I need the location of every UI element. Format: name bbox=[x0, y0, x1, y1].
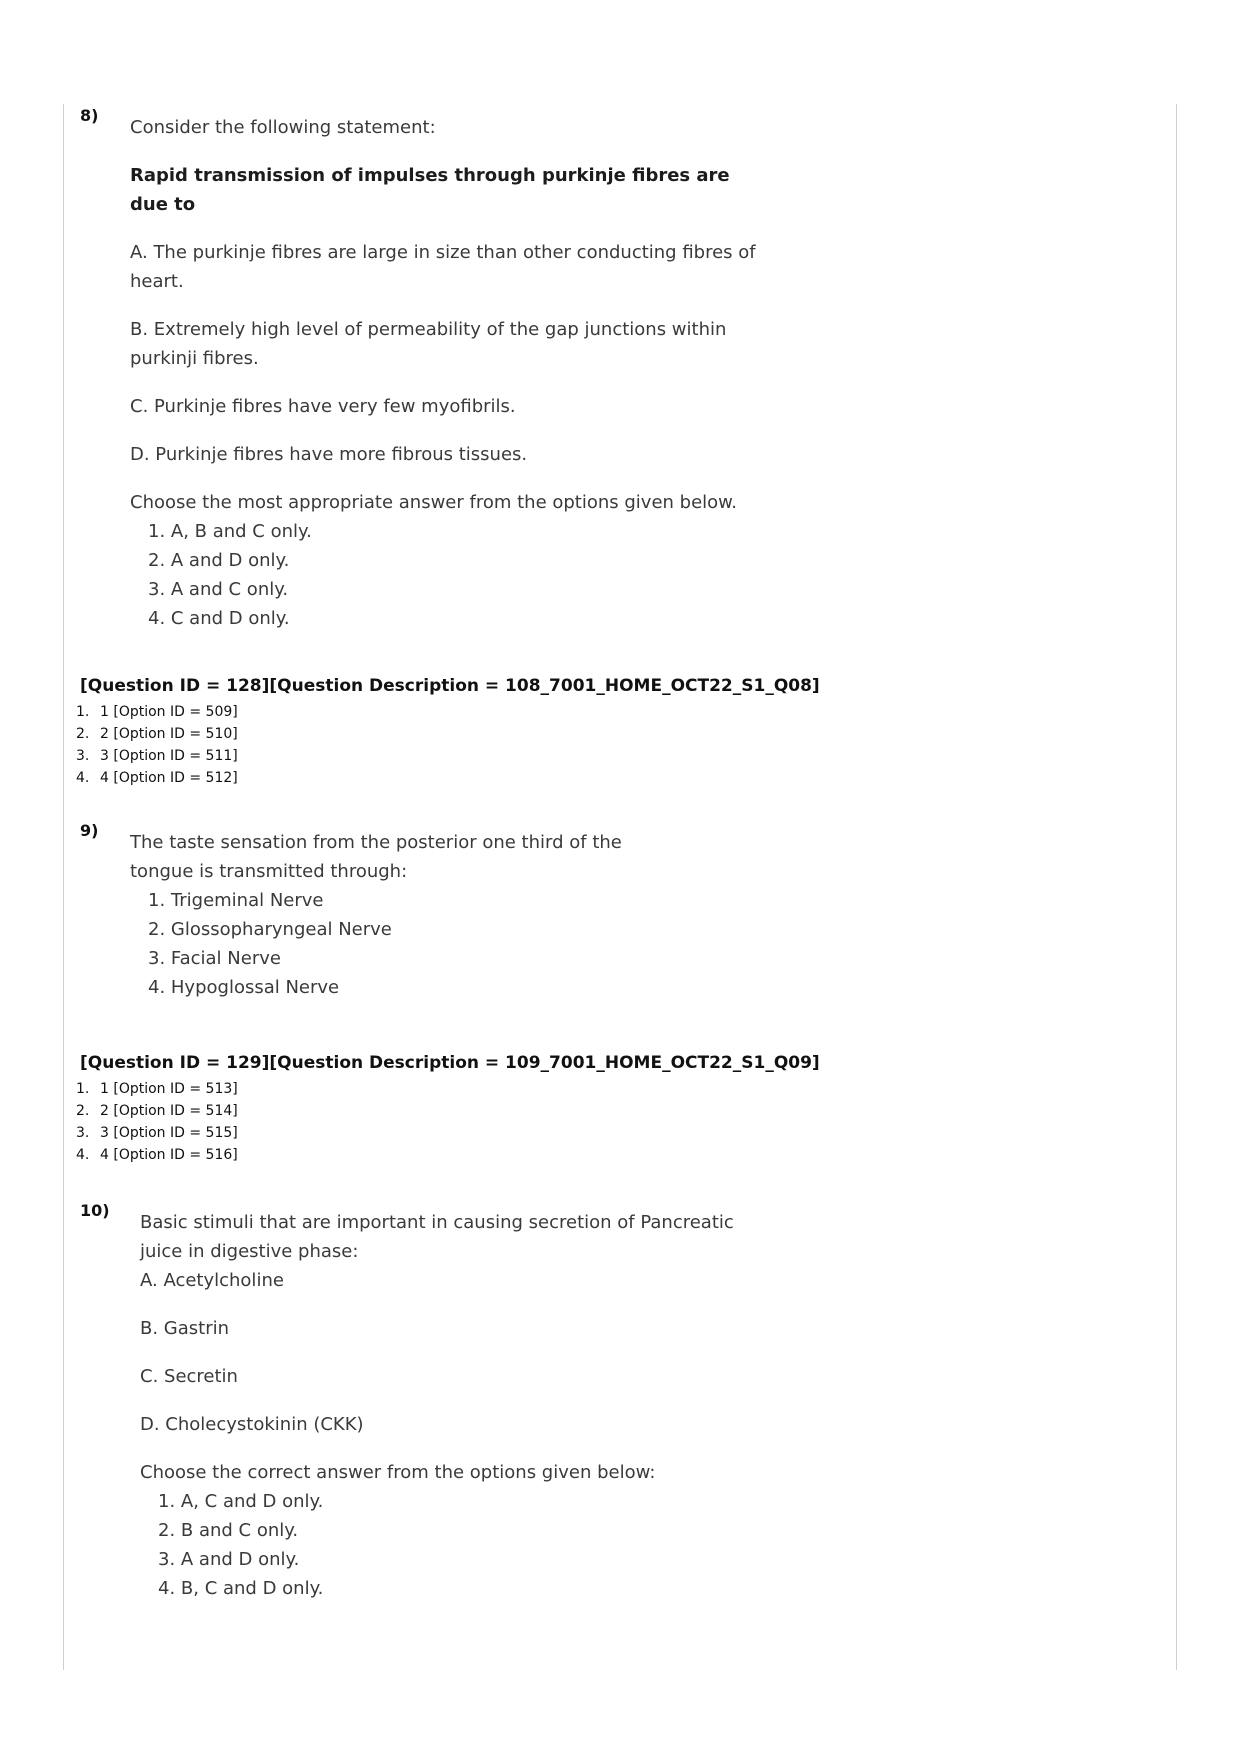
answer-option: 4. C and D only. bbox=[148, 608, 290, 629]
option-id-text: 1 [Option ID = 513] bbox=[100, 1081, 238, 1097]
statement-a: A. The purkinje fibres are large in size than other conducting fibres of heart. bbox=[130, 242, 756, 292]
option-id-item bbox=[76, 701, 820, 723]
left-border-line bbox=[63, 104, 64, 1670]
answer-options bbox=[130, 886, 690, 1002]
statement-c: C. Secretin bbox=[140, 1366, 238, 1387]
answer-option: 2. A and D only. bbox=[148, 550, 290, 571]
option-index: 3. bbox=[76, 748, 90, 764]
option-id-list bbox=[76, 701, 820, 789]
question-instruction: Choose the correct answer from the options given below: bbox=[140, 1462, 656, 1483]
answer-option: 1. A, C and D only. bbox=[158, 1491, 324, 1512]
option-id-item bbox=[76, 1100, 820, 1122]
question-9-body bbox=[130, 828, 690, 1002]
answer-option: 3. Facial Nerve bbox=[148, 948, 281, 969]
question-intro: The taste sensation from the posterior one third of the tongue is transmitted through: bbox=[130, 832, 622, 882]
option-id-text: 4 [Option ID = 516] bbox=[100, 1147, 238, 1163]
option-index: 4. bbox=[76, 1147, 90, 1163]
answer-option: 1. A, B and C only. bbox=[148, 521, 312, 542]
answer-option: 2. Glossopharyngeal Nerve bbox=[148, 919, 392, 940]
answer-options bbox=[140, 1487, 760, 1603]
question-intro: Basic stimuli that are important in causing secretion of Pancreatic juice in digestive phase: bbox=[140, 1212, 734, 1262]
option-id-text: 2 [Option ID = 514] bbox=[100, 1103, 238, 1119]
statement-d: D. Cholecystokinin (CKK) bbox=[140, 1414, 364, 1435]
option-id-item bbox=[76, 1122, 820, 1144]
option-id-text: 2 [Option ID = 510] bbox=[100, 726, 238, 742]
question-intro: Consider the following statement: bbox=[130, 117, 436, 138]
option-index: 1. bbox=[76, 1081, 90, 1097]
statement-b: B. Extremely high level of permeability of the gap junctions within purkinji fibres. bbox=[130, 319, 727, 369]
question-meta-heading: [Question ID = 129][Question Description = 109_7001_HOME_OCT22_S1_Q09] bbox=[80, 1053, 820, 1073]
option-id-text: 3 [Option ID = 511] bbox=[100, 748, 238, 764]
option-id-text: 4 [Option ID = 512] bbox=[100, 770, 238, 786]
option-id-text: 3 [Option ID = 515] bbox=[100, 1125, 238, 1141]
answer-options bbox=[130, 517, 770, 633]
answer-option: 4. Hypoglossal Nerve bbox=[148, 977, 340, 998]
question-8-body bbox=[130, 113, 770, 633]
option-index: 4. bbox=[76, 770, 90, 786]
answer-option: 1. Trigeminal Nerve bbox=[148, 890, 324, 911]
question-number: 9) bbox=[80, 821, 99, 840]
statement-c: C. Purkinje fibres have very few myofibrils. bbox=[130, 396, 516, 417]
option-id-item bbox=[76, 1144, 820, 1166]
question-instruction: Choose the most appropriate answer from the options given below. bbox=[130, 492, 737, 513]
statement-d: D. Purkinje fibres have more fibrous tissues. bbox=[130, 444, 528, 465]
option-id-item bbox=[76, 745, 820, 767]
answer-option: 4. B, C and D only. bbox=[158, 1578, 324, 1599]
option-index: 2. bbox=[76, 726, 90, 742]
answer-option: 2. B and C only. bbox=[158, 1520, 299, 1541]
option-index: 3. bbox=[76, 1125, 90, 1141]
question-number: 8) bbox=[80, 106, 99, 125]
question-stem-bold: Rapid transmission of impulses through purkinje fibres are due to bbox=[130, 165, 730, 215]
option-index: 1. bbox=[76, 704, 90, 720]
option-id-item bbox=[76, 767, 820, 789]
question-number: 10) bbox=[80, 1201, 110, 1220]
option-id-list bbox=[76, 1078, 820, 1166]
question-meta-block bbox=[76, 1053, 820, 1166]
answer-option: 3. A and D only. bbox=[158, 1549, 300, 1570]
statement-b: B. Gastrin bbox=[140, 1318, 230, 1339]
right-border-line bbox=[1176, 104, 1177, 1670]
question-meta-block bbox=[76, 676, 820, 789]
statement-a: A. Acetylcholine bbox=[140, 1270, 284, 1291]
answer-option: 3. A and C only. bbox=[148, 579, 289, 600]
question-10-body bbox=[140, 1208, 760, 1603]
option-id-item bbox=[76, 1078, 820, 1100]
question-meta-heading: [Question ID = 128][Question Description = 108_7001_HOME_OCT22_S1_Q08] bbox=[80, 676, 820, 696]
option-index: 2. bbox=[76, 1103, 90, 1119]
option-id-item bbox=[76, 723, 820, 745]
option-id-text: 1 [Option ID = 509] bbox=[100, 704, 238, 720]
